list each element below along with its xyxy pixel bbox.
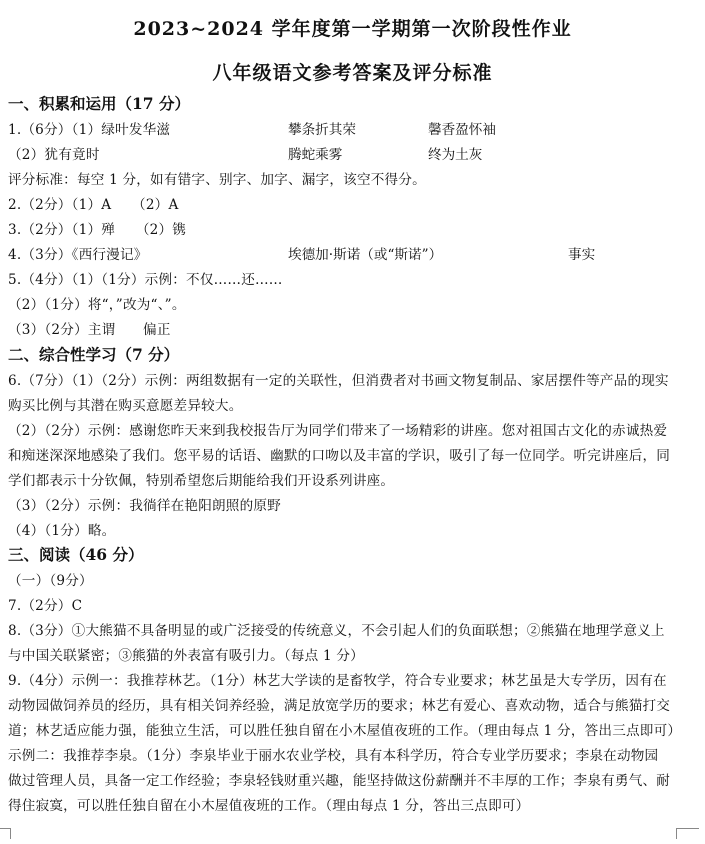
- section-heading-1: 一、积累和运用（17 分）: [8, 94, 190, 113]
- q9-answer-line5: 做过管理人员，具备一定工作经验；李泉轻钱财重兴趣，能坚持做这份薪酬并不丰厚的工作；李泉有勇气、耐: [8, 773, 671, 789]
- q6-answer-3: （3）（2分）示例：我徜徉在艳阳朗照的原野: [8, 498, 281, 514]
- q1-row1-c: 馨香盈怀袖: [428, 122, 496, 138]
- q8-answer-line2: 与中国关联紧密；③熊猫的外表富有吸引力。（每点 1 分）: [8, 648, 364, 664]
- q8-answer-line1: 8.（3分）①大熊猫不具备明显的或广泛接受的传统意义，不会引起人们的负面联想；②熊猫在地理学意义上: [8, 623, 665, 639]
- section-heading-2: 二、综合性学习（7 分）: [8, 345, 180, 364]
- q1-row1-b: 攀条折其荣: [288, 122, 356, 138]
- q6-answer-2-line2: 和痴迷深深地感染了我们。您平易的话语、幽默的口吻以及丰富的学识，吸引了每一位同学。听完讲座后，同: [8, 448, 671, 464]
- q6-answer-1-line1: 6.（7分）（1）（2分）示例：两组数据有一定的关联性，但消费者对书画文物复制品、家居摆件等产品的现实: [8, 373, 669, 389]
- page-corner-mark-right: [676, 828, 699, 839]
- q6-answer-4: （4）（1分）略。: [8, 523, 116, 539]
- q1-row1-a: 1.（6分）（1）绿叶发华滋: [8, 122, 171, 138]
- q5-answer-1: 5.（4分）（1）（1分）示例：不仅……还……: [8, 272, 283, 288]
- section-heading-3: 三、阅读（46 分）: [8, 545, 144, 564]
- q9-answer-line2: 动物园做饲养员的经历，具有相关饲养经验，满足放宽学历的要求；林艺有爱心、喜欢动物，适合与熊猫打交: [8, 698, 671, 714]
- q4-answer-c: 事实: [568, 247, 596, 263]
- q1-row2-c: 终为土灰: [428, 147, 483, 163]
- q1-scoring-note: 评分标准：每空 1 分，如有错字、别字、加字、漏字，该空不得分。: [8, 172, 426, 188]
- q1-row2-b: 腾蛇乘雾: [288, 147, 343, 163]
- q9-answer-line1: 9.（4分）示例一：我推荐林艺。（1分）林艺大学读的是畜牧学，符合专业要求；林艺虽是大专学历，因有在: [8, 673, 667, 689]
- q9-answer-line3: 道；林艺适应能力强，能独立生活，可以胜任独自留在小木屋值夜班的工作。（理由每点 1 分，答出三点即可）: [8, 723, 682, 739]
- q5-answer-2: （2）（1分）将“，”改为“、”。: [8, 297, 186, 313]
- page-corner-mark-left: [0, 828, 11, 839]
- page-subtitle: 八年级语文参考答案及评分标准: [212, 62, 493, 84]
- q7-answer: 7.（2分）C: [8, 598, 83, 614]
- q9-answer-line4: 示例二：我推荐李泉。（1分）李泉毕业于丽水农业学校，具有本科学历，符合专业学历要求；李泉在动物园: [8, 748, 659, 764]
- q9-answer-line6: 得住寂寞，可以胜任独自留在小木屋值夜班的工作。（理由每点 1 分，答出三点即可）: [8, 798, 530, 814]
- q2-answer: 2.（2分）（1）A （2）A: [8, 197, 179, 213]
- q4-answer-a: 4.（3分）《西行漫记》: [8, 247, 148, 263]
- q6-answer-2-line1: （2）（2分）示例：感谢您昨天来到我校报告厅为同学们带来了一场精彩的讲座。您对祖国古文化的赤诚热爱: [8, 423, 668, 439]
- q3-answer: 3.（2分）（1）殚 （2）镌: [8, 222, 187, 238]
- q6-answer-2-line3: 学们都表示十分钦佩，特别希望您后期能给我们开设系列讲座。: [8, 473, 395, 489]
- q5-answer-3: （3）（2分）主谓 偏正: [8, 322, 171, 338]
- q4-answer-b: 埃德加·斯诺（或“斯诺”）: [288, 247, 443, 263]
- q1-row2-a: （2）犹有竟时: [8, 147, 100, 163]
- reading-part-1: （一）（9分）: [8, 573, 93, 589]
- page-title: 2023~2024 学年度第一学期第一次阶段性作业: [133, 18, 572, 40]
- q6-answer-1-line2: 购买比例与其潜在购买意愿差异较大。: [8, 398, 243, 414]
